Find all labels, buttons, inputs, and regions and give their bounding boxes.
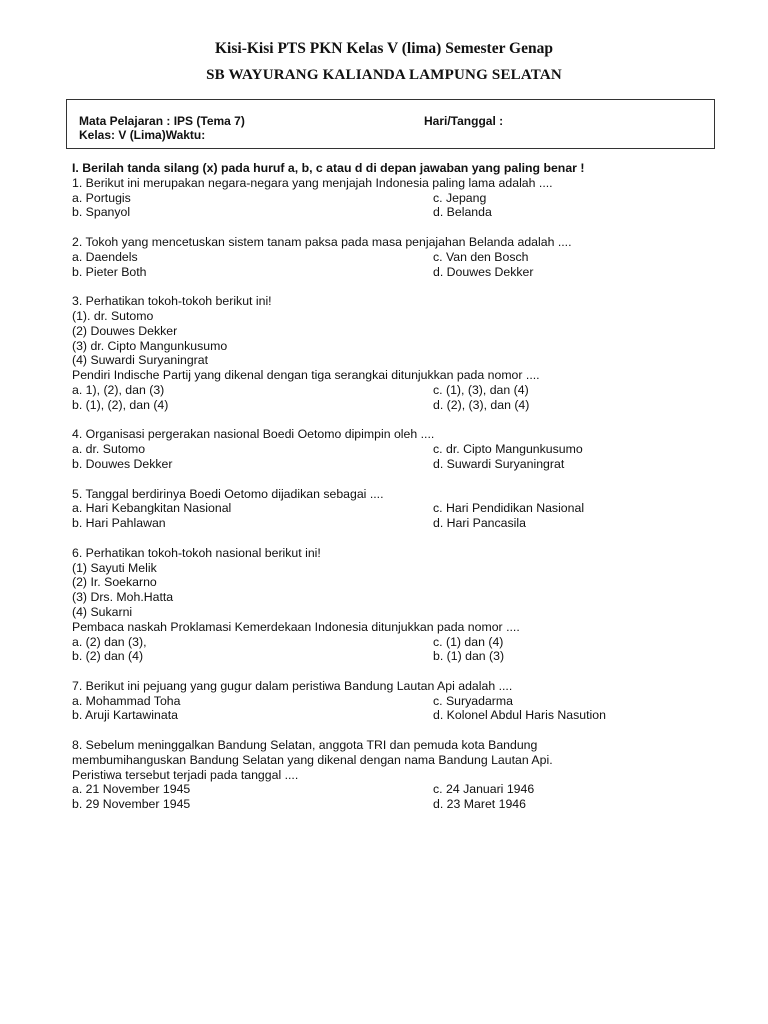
answer-option: a. Hari Kebangkitan Nasional [72, 501, 232, 516]
answer-options-row [72, 205, 712, 220]
school-name: SB WAYURANG KALIANDA LAMPUNG SELATAN [206, 67, 562, 83]
question-text: 4. Organisasi pergerakan nasional Boedi Oetomo dipimpin oleh .... [72, 427, 435, 442]
answer-option: d. Hari Pancasila [433, 516, 526, 531]
answer-option: d. Douwes Dekker [433, 264, 534, 279]
question-item [72, 679, 712, 723]
answer-options-row [72, 383, 712, 398]
question-item [72, 294, 712, 412]
question-detail-line: (4) Suwardi Suryaningrat [72, 353, 209, 368]
answer-options-row [72, 457, 712, 472]
question-detail-line: (4) Sukarni [72, 604, 133, 619]
answer-option: a. 21 November 1945 [72, 782, 191, 797]
answer-option: c. Jepang [433, 190, 487, 205]
answer-options-row [72, 265, 712, 280]
question-detail-line: (3) Drs. Moh.Hatta [72, 590, 174, 605]
question-detail-line: (3) dr. Cipto Mangunkusumo [72, 338, 228, 353]
answer-option: a. 1), (2), dan (3) [72, 382, 165, 397]
answer-options-row [72, 501, 712, 516]
answer-options-row [72, 635, 712, 650]
exam-info-box [66, 99, 715, 149]
answer-options-row [72, 797, 712, 812]
answer-options-row [72, 649, 712, 664]
answer-options-row [72, 694, 712, 709]
question-item [72, 235, 712, 279]
question-detail-line: Pendiri Indische Partij yang dikenal dengan tiga serangkai ditunjukkan pada nomor .... [72, 368, 540, 383]
answer-option: d. Kolonel Abdul Haris Nasution [433, 708, 606, 723]
answer-option: a. Mohammad Toha [72, 693, 181, 708]
day-date-label: Hari/Tanggal : [424, 114, 504, 128]
answer-option: d. 23 Maret 1946 [433, 797, 526, 812]
answer-options-row [72, 442, 712, 457]
answer-option: c. 24 Januari 1946 [433, 782, 535, 797]
answer-option: c. Hari Pendidikan Nasional [433, 501, 585, 516]
question-list [72, 176, 712, 812]
answer-options-row [72, 782, 712, 797]
question-detail-line: (2) Ir. Soekarno [72, 575, 157, 590]
answer-option: b. Hari Pahlawan [72, 516, 166, 531]
question-item [72, 738, 712, 812]
question-detail-line: Pembaca naskah Proklamasi Kemerdekaan Indonesia ditunjukkan pada nomor .... [72, 619, 520, 634]
answer-option: b. Spanyol [72, 205, 131, 220]
instruction-text: I. Berilah tanda silang (x) pada huruf a, b, c atau d di depan jawaban yang paling benar ! [72, 161, 585, 175]
question-detail-line: membumihanguskan Bandung Selatan yang dikenal dengan nama Bandung Lautan Api. [72, 752, 553, 767]
question-section [72, 161, 712, 827]
question-item [72, 487, 712, 531]
question-text: 3. Perhatikan tokoh-tokoh berikut ini! [72, 294, 272, 309]
question-detail-line: (1) Sayuti Melik [72, 560, 157, 575]
answer-options-row [72, 191, 712, 206]
answer-option: c. (1), (3), dan (4) [433, 382, 529, 397]
answer-option: a. (2) dan (3), [72, 634, 147, 649]
answer-option: c. Van den Bosch [433, 249, 529, 264]
question-item [72, 176, 712, 220]
answer-option: b. (2) dan (4) [72, 649, 144, 664]
answer-option: b. Pieter Both [72, 264, 147, 279]
question-item [72, 546, 712, 664]
answer-option: c. (1) dan (4) [433, 634, 504, 649]
class-time-label: Kelas: V (Lima)Waktu: [79, 128, 206, 142]
answer-option: d. Suwardi Suryaningrat [433, 456, 565, 471]
answer-option: a. Portugis [72, 190, 131, 205]
answer-option: b. Douwes Dekker [72, 456, 173, 471]
answer-option: b. Aruji Kartawinata [72, 708, 178, 723]
answer-options-row [72, 250, 712, 265]
answer-option: b. (1) dan (3) [433, 649, 505, 664]
question-text: 8. Sebelum meninggalkan Bandung Selatan, anggota TRI dan pemuda kota Bandung [72, 738, 538, 753]
question-detail-line: Peristiwa tersebut terjadi pada tanggal .... [72, 767, 299, 782]
answer-options-row [72, 708, 712, 723]
answer-options-row [72, 398, 712, 413]
answer-option: d. (2), (3), dan (4) [433, 397, 530, 412]
answer-options-row [72, 516, 712, 531]
question-text: 1. Berikut ini merupakan negara-negara yang menjajah Indonesia paling lama adalah .... [72, 175, 553, 190]
question-detail-line: (1). dr. Sutomo [72, 308, 154, 323]
answer-option: b. (1), (2), dan (4) [72, 397, 169, 412]
answer-option: d. Belanda [433, 205, 492, 220]
answer-option: b. 29 November 1945 [72, 797, 191, 812]
answer-option: a. dr. Sutomo [72, 442, 146, 457]
answer-option: a. Daendels [72, 249, 138, 264]
question-detail-line: (2) Douwes Dekker [72, 323, 178, 338]
document-title: Kisi-Kisi PTS PKN Kelas V (lima) Semester Genap [215, 40, 553, 57]
question-text: 5. Tanggal berdirinya Boedi Oetomo dijadikan sebagai .... [72, 486, 384, 501]
question-item [72, 427, 712, 471]
answer-option: c. Suryadarma [433, 693, 513, 708]
answer-option: c. dr. Cipto Mangunkusumo [433, 442, 583, 457]
question-text: 7. Berikut ini pejuang yang gugur dalam peristiwa Bandung Lautan Api adalah .... [72, 678, 513, 693]
question-text: 2. Tokoh yang mencetuskan sistem tanam paksa pada masa penjajahan Belanda adalah .... [72, 234, 572, 249]
subject-label: Mata Pelajaran : IPS (Tema 7) [79, 114, 245, 128]
question-text: 6. Perhatikan tokoh-tokoh nasional berikut ini! [72, 545, 321, 560]
